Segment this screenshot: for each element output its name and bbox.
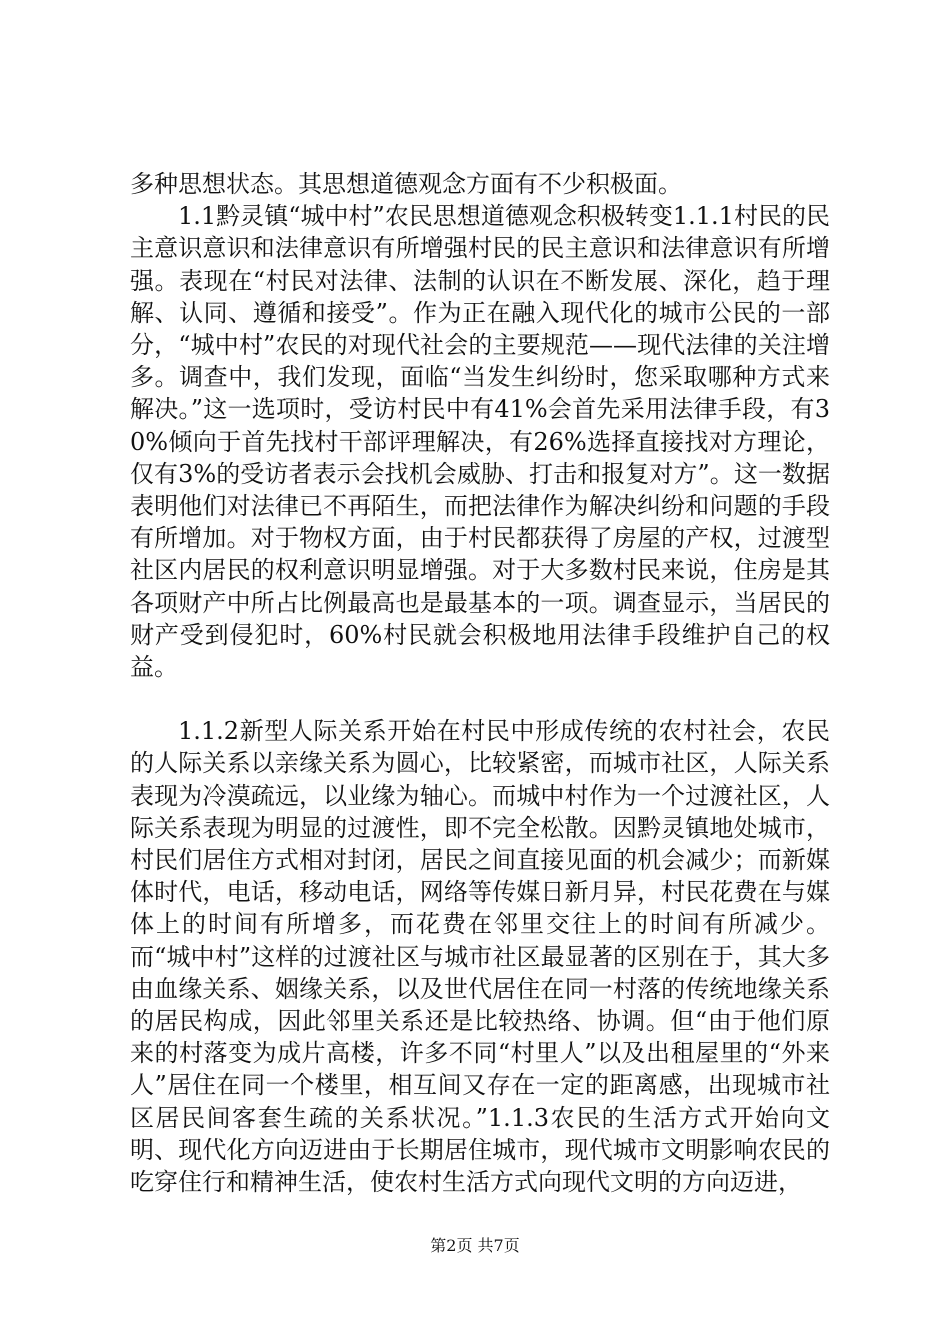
document-body (130, 168, 830, 1198)
paragraph-1-1-2: 1.1.2新型人际关系开始在村民中形成传统的农村社会，农民的人际关系以亲缘关系为圆心，比较紧密，而城市社区，人际关系表现为冷漠疏远，以业缘为轴心。而城中村作为一个过渡社区，人际关系表现为明显的过渡性，即不完全松散。因黔灵镇地处城市，村民们居住方式相对封闭，居民之间直接见面的机会减少；而新媒体时代，电话，移动电话，网络等传媒日新月异，村民花费在与媒体上的时间有所增多，而花费在邻里交往上的时间有所减少。而“城中村”这样的过渡社区与城市社区最显著的区别在于，其大多由血缘关系、姻缘关系，以及世代居住在同一村落的传统地缘关系的居民构成，因此邻里关系还是比较热络、协调。但“由于他们原来的村落变为成片高楼，许多不同“村里人”以及出租屋里的“外来人”居住在同一个楼里，相互间又存在一定的距离感，出现城市社区居民间客套生疏的关系状况。”1.1.3农民的生活方式开始向文明、现代化方向迈进由于长期居住城市，现代城市文明影响农民的吃穿住行和精神生活，使农村生活方式向现代文明的方向迈进， (130, 717, 830, 1197)
page-footer: 第2页 共7页 (430, 1236, 520, 1255)
paragraph-1-1-1: 1.1黔灵镇“城中村”农民思想道德观念积极转变1.1.1村民的民主意识意识和法律意识有所增强村民的民主意识和法律意识有所增强。表现在“村民对法律、法制的认识在不断发展、深化，趋于理解、认同、遵循和接受”。作为正在融入现代化的城市公民的一部分，“城中村”农民的对现代社会的主要规范——现代法律的关注增多。调查中，我们发现，面临“当发生纠纷时，您采取哪种方式来解决。”这一选项时，受访村民中有41%会首先采用法律手段，有30%倾向于首先找村干部评理解决，有26%选择直接找对方理论，仅有3%的受访者表示会找机会威胁、打击和报复对方”。这一数据表明他们对法律已不再陌生，而把法律作为解决纠纷和问题的手段有所增加。对于物权方面，由于村民都获得了房屋的产权，过渡型社区内居民的权利意识明显增强。对于大多数村民来说，住房是其各项财产中所占比例最高也是最基本的一项。调查显示，当居民的财产受到侵犯时，60%村民就会积极地用法律手段维护自己的权益。 (130, 202, 830, 682)
paragraph-intro: 多种思想状态。其思想道德观念方面有不少积极面。 (130, 170, 682, 198)
